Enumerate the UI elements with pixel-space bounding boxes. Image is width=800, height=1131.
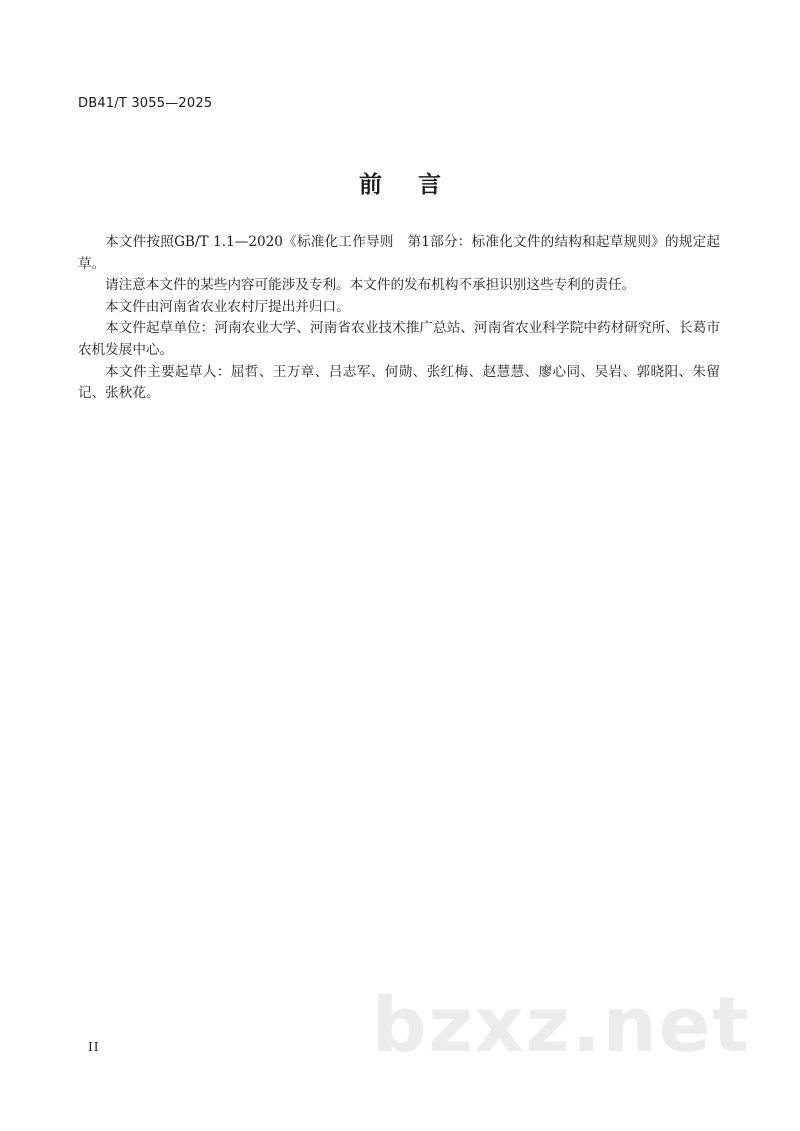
paragraph-proposer: 本文件由河南省农业农村厅提出并归口。 bbox=[105, 298, 350, 315]
paragraph-drafting-rules: 本文件按照GB/T 1.1—2020《标准化工作导则 第1部分：标准化文件的结构和起草规则》的规定起草。 bbox=[78, 234, 720, 272]
paragraph-drafters: 本文件主要起草人：屈哲、王万章、吕志军、何勋、张红梅、赵慧慧、廖心同、吴岩、郭晓阳、朱留记、张秋花。 bbox=[78, 363, 720, 402]
paragraph-drafting-units: 本文件起草单位：河南农业大学、河南省农业技术推广总站、河南省农业科学院中药材研究所、长葛市农机发展中心。 bbox=[78, 320, 720, 358]
page-number: II bbox=[88, 1040, 100, 1054]
page-title: 前言 bbox=[359, 172, 477, 198]
document-code: DB41/T 3055—2025 bbox=[78, 96, 213, 111]
foreword-body bbox=[78, 232, 720, 405]
watermark: bzxz.net bbox=[372, 980, 751, 1069]
paragraph-patent-notice: 请注意本文件的某些内容可能涉及专利。本文件的发布机构不承担识别这些专利的责任。 bbox=[105, 277, 636, 294]
